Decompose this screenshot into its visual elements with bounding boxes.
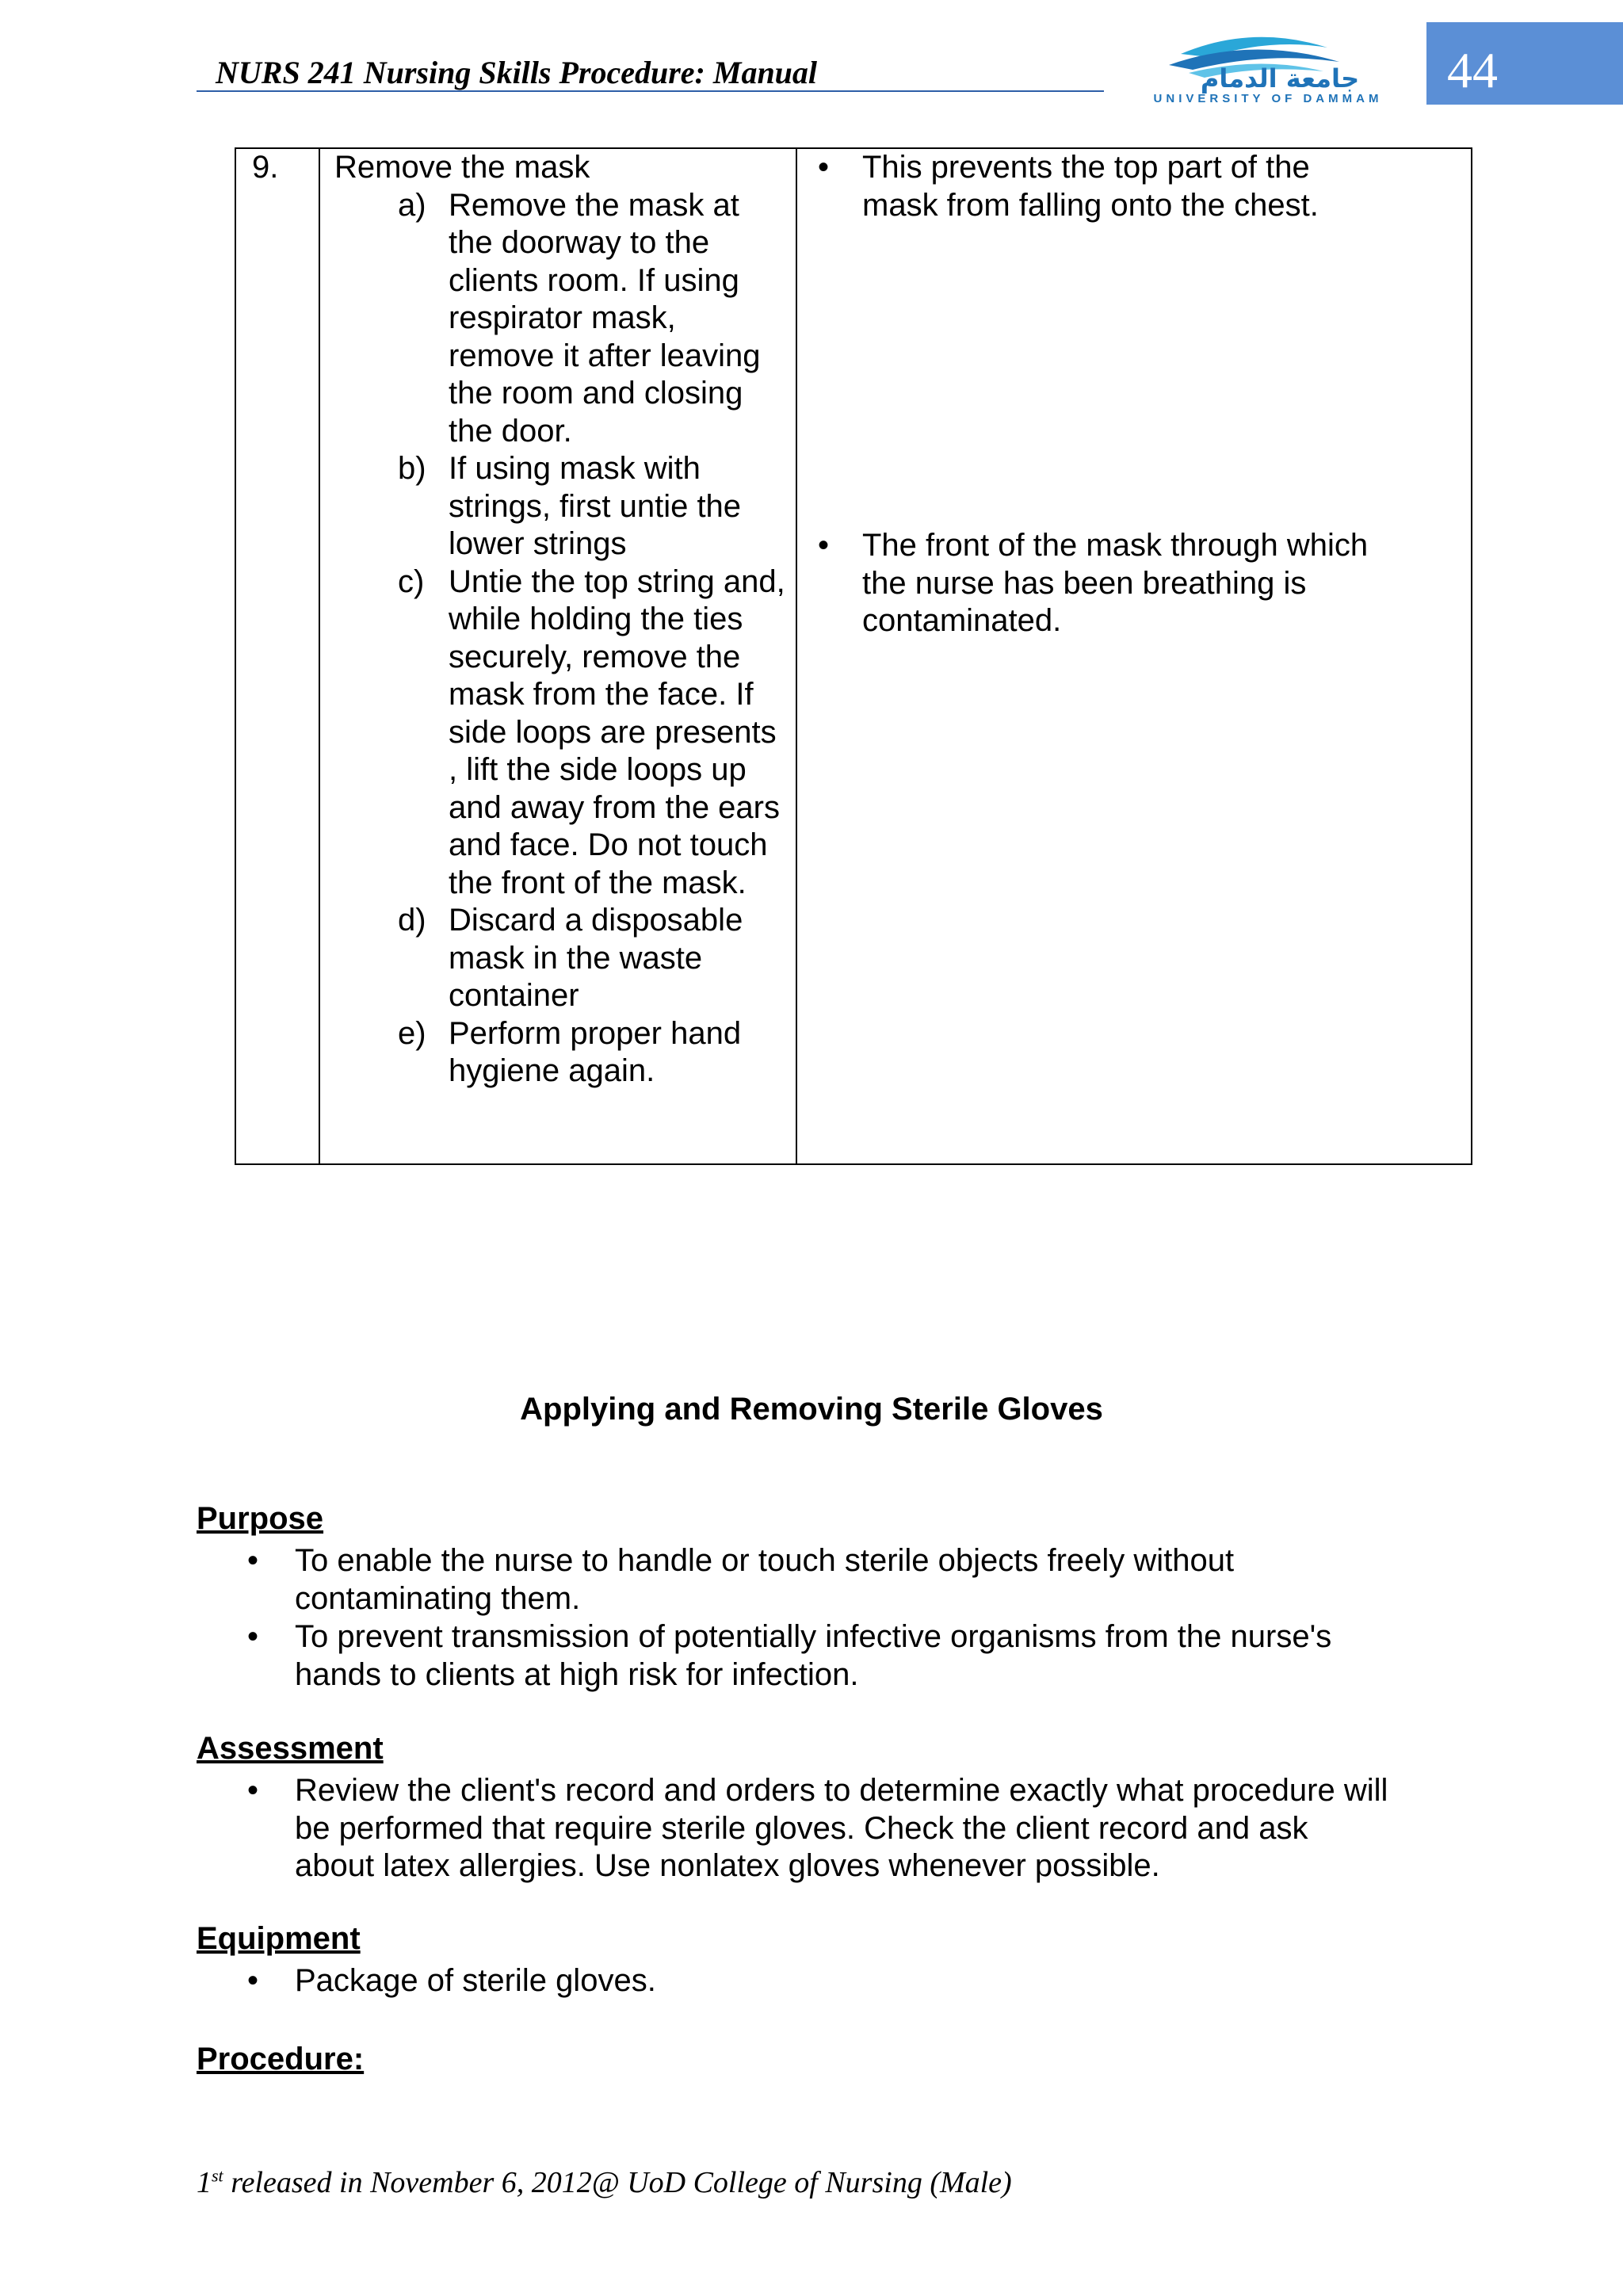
bullet-icon: •: [818, 528, 830, 563]
substep-line: Discard a disposable: [449, 903, 743, 938]
assessment-item: [247, 1772, 1444, 1885]
substep-line: the door.: [449, 413, 572, 449]
substep-marker: a): [398, 187, 426, 223]
substep-item: [334, 563, 794, 903]
substep-line: and away from the ears: [449, 789, 780, 825]
substep-line: the front of the mask.: [449, 865, 747, 900]
substep-line: while holding the ties: [449, 602, 743, 636]
substep-line: side loops are presents: [449, 714, 777, 750]
step-title: Remove the mask: [334, 150, 590, 185]
step-number: 9.: [252, 150, 279, 185]
procedure-heading: Procedure:: [197, 2042, 365, 2076]
substep-line: Remove the mask at: [449, 187, 739, 223]
substep-item: [334, 902, 794, 1015]
substep-line: mask in the waste: [449, 940, 703, 976]
text-line: To enable the nurse to handle or touch sterile objects freely without: [295, 1543, 1235, 1578]
substep-line: If using mask with: [449, 451, 701, 486]
substep-line: strings, first untie the: [449, 488, 742, 524]
substep-line: respirator mask,: [449, 300, 676, 335]
equipment-heading: Equipment: [197, 1921, 361, 1956]
logo-latin-text: UNIVERSITY OF DAMMAM: [1153, 92, 1383, 105]
substep-line: hygiene again.: [449, 1053, 655, 1088]
substep-line: the room and closing: [449, 376, 743, 411]
table-column-divider: [319, 149, 320, 1163]
substep-line: the doorway to the: [449, 225, 710, 260]
text-line: about latex allergies. Use nonlatex gloves whenever possible.: [295, 1848, 1160, 1883]
purpose-item: [247, 1618, 1444, 1694]
text-line: hands to clients at high risk for infection.: [295, 1656, 859, 1692]
substep-marker: e): [398, 1015, 426, 1051]
substep-line: Perform proper hand: [449, 1015, 742, 1051]
purpose-heading: Purpose: [197, 1501, 324, 1536]
assessment-heading: Assessment: [197, 1731, 384, 1766]
substep-line: clients room. If using: [449, 262, 739, 298]
substep-item: [334, 187, 794, 451]
substep-line: mask from the face. If: [449, 677, 754, 712]
substep-line: Untie the top string and,: [449, 563, 785, 599]
text-line: Package of sterile gloves.: [295, 1963, 656, 1998]
substep-line: and face. Do not touch: [449, 827, 768, 862]
footer-release-note: [197, 2165, 1012, 2200]
text-line: This prevents the top part of the: [862, 150, 1310, 185]
logo-arabic-text: جامعة الدمام: [1200, 63, 1360, 94]
substep-line: container: [449, 978, 579, 1013]
bullet-icon: •: [247, 1619, 259, 1654]
substep-line: remove it after leaving: [449, 338, 761, 373]
text-line: contaminating them.: [295, 1580, 581, 1616]
substep-list: [334, 187, 794, 1091]
footer-ordinal-suffix: st: [212, 2165, 223, 2186]
text-line: be performed that require sterile gloves. Check the client record and ask: [295, 1810, 1308, 1846]
substep-line: , lift the side loops up: [449, 752, 747, 787]
substep-marker: b): [398, 451, 426, 486]
table-column-divider: [796, 149, 797, 1163]
purpose-item: [247, 1542, 1444, 1618]
rationale-item: [818, 149, 1433, 224]
bullet-icon: •: [818, 150, 830, 185]
footer-text: released in November 6, 2012@ UoD College of Nursing (Male): [223, 2166, 1012, 2199]
text-line: the nurse has been breathing is: [862, 565, 1307, 601]
substep-line: lower strings: [449, 526, 627, 561]
rationale-item: [818, 527, 1433, 640]
text-line: contaminated.: [862, 603, 1062, 638]
text-line: Review the client's record and orders to determine exactly what procedure will: [295, 1773, 1388, 1808]
procedure-step-table: [235, 147, 1472, 1165]
bullet-icon: •: [247, 1773, 259, 1808]
text-line: To prevent transmission of potentially infective organisms from the nurse's: [295, 1619, 1332, 1654]
step-description: [334, 149, 794, 1091]
footer-ordinal: 1: [197, 2166, 212, 2199]
substep-marker: d): [398, 903, 426, 938]
section-title: Applying and Removing Sterile Gloves: [520, 1392, 1103, 1427]
equipment-item: [247, 1962, 1444, 2000]
bullet-icon: •: [247, 1963, 259, 1998]
substep-item: [334, 1015, 794, 1091]
bullet-icon: •: [247, 1543, 259, 1578]
text-line: mask from falling onto the chest.: [862, 187, 1319, 223]
substep-marker: c): [398, 563, 425, 599]
header-rule: [197, 90, 1104, 92]
page-number: 44: [1447, 42, 1498, 98]
text-line: The front of the mask through which: [862, 528, 1369, 563]
substep-line: securely, remove the: [449, 639, 741, 674]
substep-item: [334, 450, 794, 563]
document-header-title: NURS 241 Nursing Skills Procedure: Manual: [216, 55, 818, 90]
